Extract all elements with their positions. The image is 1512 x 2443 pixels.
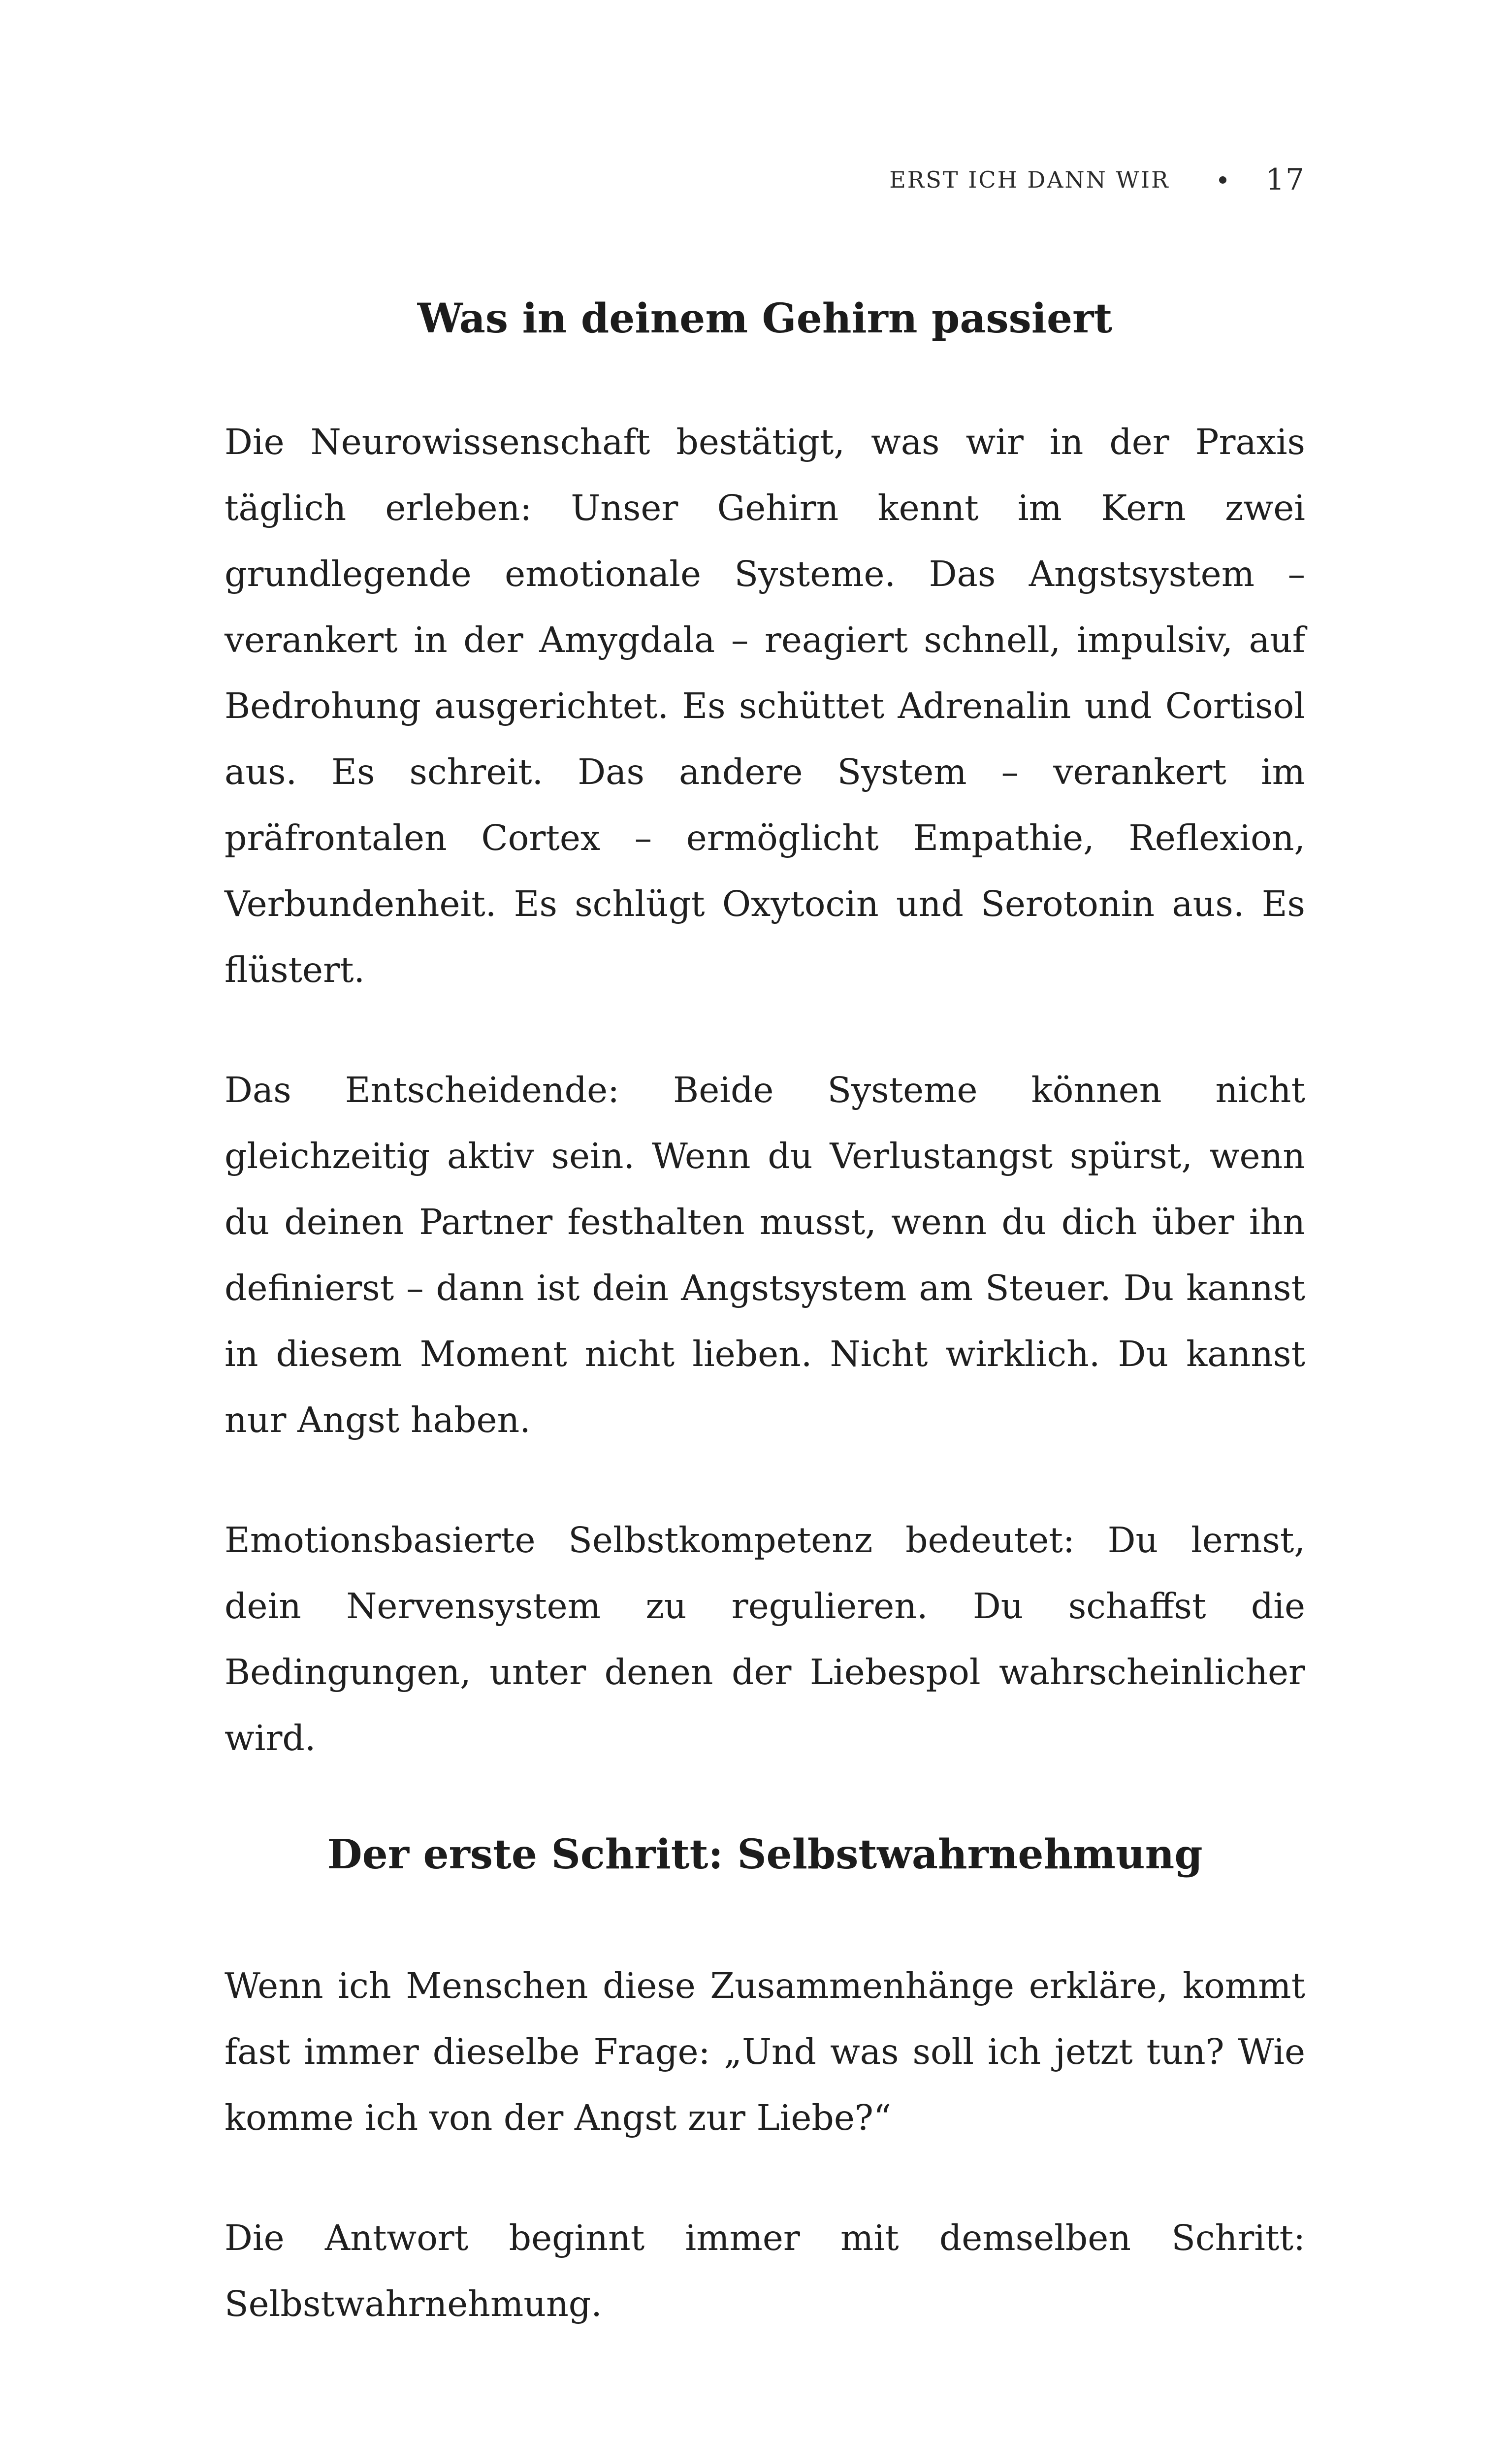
paragraph-answer: Die Antwort beginnt immer mit demselben Schritt: Selbstwahrnehmung. [225,2217,1305,2324]
bullet-separator-icon [1219,176,1226,184]
page-content [225,286,1305,2337]
paragraph-question: Wenn ich Menschen diese Zusammenhänge erkläre, kommt fast immer dieselbe Frage: „Und was soll ich jetzt tun? Wie komme ich von der Angst zur Liebe?“ [225,1965,1305,2138]
paragraph-self-competence: Emotionsbasierte Selbstkompetenz bedeutet: Du lernst, dein Nervensystem zu regulieren. Du schaffst die Bedingungen, unter denen der Liebespol wahrscheinlicher wird. [225,1520,1305,1759]
paragraph-decisive: Das Entscheidende: Beide Systeme können nicht gleichzeitig aktiv sein. Wenn du Verlustangst spürst, wenn du deinen Partner festhalten musst, wenn du dich über ihn definierst – dann ist dein Angstsystem am Steuer. Du kannst in diesem Moment nicht lieben. Nicht wirklich. Du kannst nur Angst haben. [225,1070,1305,1441]
section-heading-first-step: Der erste Schritt: Selbstwahrnehmung [327,1831,1203,1879]
section-heading-brain: Was in deinem Gehirn passiert [417,295,1113,342]
page-number: 17 [1265,163,1305,197]
running-header-title: ERST ICH DANN WIR [889,166,1170,193]
paragraph-neuroscience: Die Neurowissenschaft bestätigt, was wir in der Praxis täglich erleben: Unser Gehirn kennt im Kern zwei grundlegende emotionale Systeme. Das Angstsystem – verankert in der Amygdala – reagiert schnell, impulsiv, auf Bedrohung ausgerichtet. Es schüttet Adrenalin und Cortisol aus. Es schreit. Das andere System – verankert im präfrontalen Cortex – ermöglicht Empathie, Reflexion, Verbundenheit. Es schlügt Oxytocin und Serotonin aus. Es flüstert. [225,422,1305,991]
running-header [889,163,1305,197]
